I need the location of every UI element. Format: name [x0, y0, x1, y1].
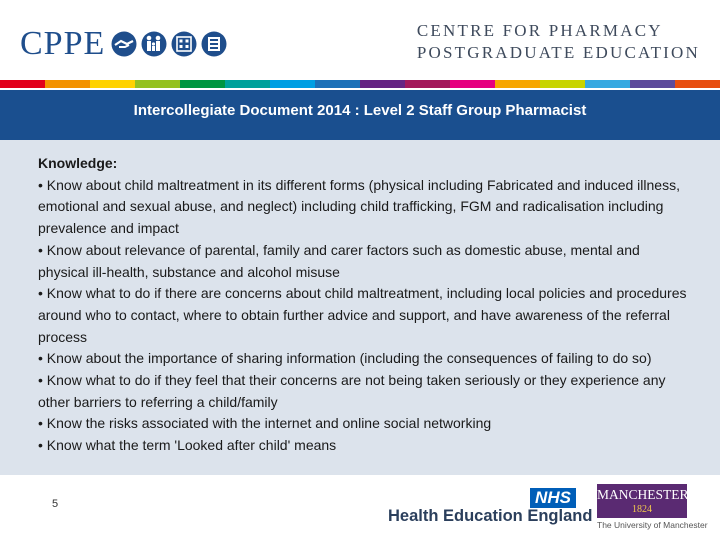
bullet-item: • Know about the importance of sharing information (including the consequences of failing to do so) [38, 350, 652, 367]
manchester-subtitle: The University of Manchester [597, 520, 708, 530]
content-body [38, 153, 688, 457]
cppe-logo [20, 22, 227, 66]
bullet-item: • Know what to do if there are concerns about child maltreatment, including local policies and procedures around who to contact, where to obtain further advice and support, and have awareness of the referral process [38, 285, 687, 345]
header [0, 0, 720, 80]
nhs-logo: NHS [530, 488, 576, 508]
bullet-item: • Know about relevance of parental, family and carer factors such as domestic abuse, mental and physical ill-health, substance and alcohol misuse [38, 241, 640, 280]
centre-title [417, 20, 700, 64]
handshake-icon [111, 29, 137, 59]
hee-logo-text: Health Education England [388, 507, 593, 525]
color-stripe [0, 80, 720, 88]
manchester-logo [597, 484, 707, 530]
title-bar [0, 90, 720, 140]
bullet-item: • Know what to do if they feel that their concerns are not being taken seriously or they experience any other barriers to referring a child/family [38, 372, 666, 410]
bullet-item: • Know about child maltreatment in its different forms (physical including Fabricated and induced illness, emotional and sexual abuse, and neglect) including child trafficking, FGM and radicalisation including prevalence and impact [38, 176, 680, 237]
bullet-item: • Know the risks associated with the internet and online social networking [38, 415, 492, 432]
stripe-segment [360, 80, 405, 88]
stripe-segment [675, 80, 720, 88]
building-icon [171, 29, 197, 59]
stripe-segment [225, 80, 270, 88]
stripe-segment [450, 80, 495, 88]
hee-logo [388, 488, 593, 528]
manchester-year: 1824 [632, 504, 652, 515]
stripe-segment [585, 80, 630, 88]
centre-title-line2: POSTGRADUATE EDUCATION [416, 43, 700, 62]
stripe-segment [495, 80, 540, 88]
stripe-segment [90, 80, 135, 88]
stripe-segment [0, 80, 45, 88]
manchester-crest [597, 484, 687, 518]
pharmacy-icon [201, 29, 227, 59]
stripe-segment [405, 80, 450, 88]
stripe-segment [540, 80, 585, 88]
stripe-segment [630, 80, 675, 88]
stripe-segment [315, 80, 360, 88]
manchester-name: MANCHESTER [597, 487, 689, 502]
centre-title-line1: CENTRE FOR PHARMACY [416, 21, 663, 40]
page-number: 5 [52, 498, 59, 510]
knowledge-heading: Knowledge: [38, 155, 118, 171]
stripe-segment [180, 80, 225, 88]
stripe-segment [135, 80, 180, 88]
content-panel [0, 140, 720, 475]
slide-title: Intercollegiate Document 2014 : Level 2 Staff Group Pharmacist [133, 102, 587, 119]
stripe-segment [45, 80, 90, 88]
cppe-logo-icons [111, 29, 227, 59]
bullet-item: • Know what the term 'Looked after child' means [38, 437, 337, 454]
stripe-segment [270, 80, 315, 88]
cppe-logo-text: CPPE [20, 25, 106, 62]
family-icon [141, 29, 167, 59]
